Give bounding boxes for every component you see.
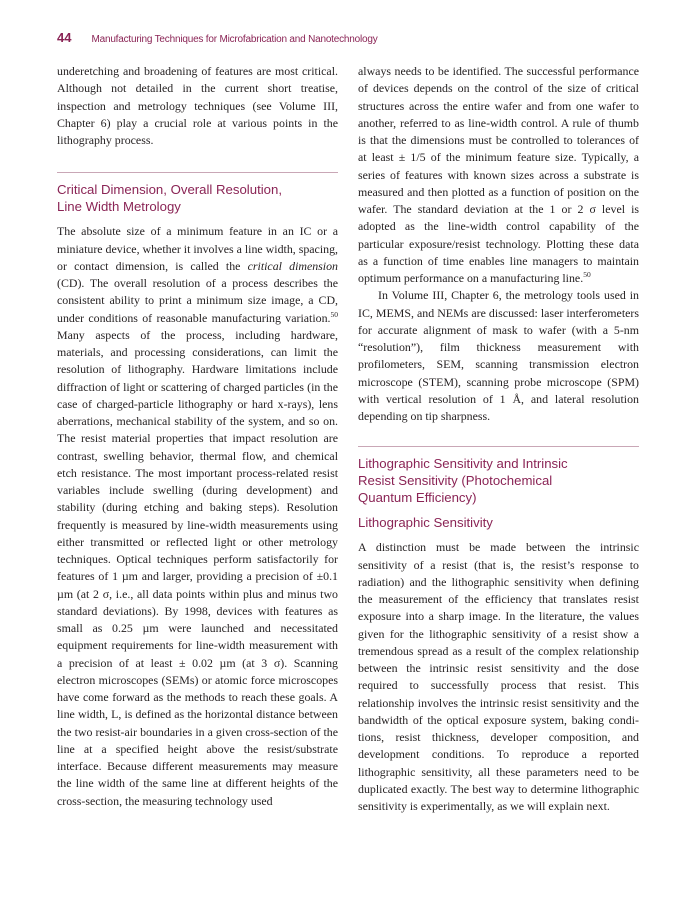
- term-critical-dimension: critical dimension: [247, 258, 338, 273]
- paragraph-critical-dimension: [57, 223, 338, 810]
- running-head: [57, 29, 657, 49]
- heading-line: Line Width Metrology: [57, 199, 181, 215]
- heading-line: Lithographic Sensitivity and Intrinsic: [358, 456, 568, 472]
- paragraph-line-width-control: [358, 63, 639, 287]
- section-divider: [358, 446, 639, 447]
- heading-line: Resist Sensitivity (Photochemical: [358, 473, 553, 489]
- text-run: The absolute size of a minimum feature in an IC or a miniature device, whether it involves a line width, spacing, or contact dimension, is called the: [57, 224, 339, 273]
- page-number: 44: [57, 30, 72, 45]
- text-run: (CD). The overall resolution of a process describes the consistent ability to print a minimum size image, a CD, under conditions of reasonable manufacturing variation.: [57, 276, 338, 325]
- right-column: [358, 63, 639, 815]
- heading-critical-dimension: [57, 181, 338, 215]
- heading-line: Critical Dimension, Overall Resolution,: [57, 182, 282, 198]
- heading-line: Quantum Efficiency): [358, 490, 477, 506]
- reference-marker: 50: [330, 309, 338, 319]
- section-divider: [57, 172, 338, 173]
- text-run: Many aspects of the process, including hardware, materials, and processing considerations, can limit the resolution of lithography. Hardware limitations include diffraction of light or scattering of charged particles (in the case of charged-particle lithography or hard x-rays), lens aberrations, mechanical stability of the system, and so on. The resist material properties that impact resolution are contrast, swelling behavior, thermal flow, and chemical etch resistance. The most important process-related resist variables include swelling (during development) and stability (during etching and baking steps). Resolution frequently is measured by line-width measurements using either transmitted or reflected light or other metrology techniques. Optical techniques perform satisfactorily for features of 1 µm and larger, providing a precision of ±0.1 µm (at 2 σ, i.e., all data points within plus and minus two standard deviations). By 1998, devices with features as small as 0.25 µm were launched and necessitated equipment requirements for line-width measurement with a precision of at least ± 0.02 µm (at 3 σ). Scanning electron microscopes (SEMs) or atomic force microscopes have come forward as the methods to reach these goals. A line width, L, is defined as the horizontal distance between the two resist-air boundaries in a given cross-section of the line at a specified height above the resist/substrate interface. Because different measurements may measure the line width of the same line at different heights of the cross-section, the measuring technology used: [57, 327, 338, 808]
- paragraph-metrology-tools: In Volume III, Chapter 6, the metrology tools used in IC, MEMS, and NEMs are discussed: laser interferometers for accurate alignment of mask to wafer (with a 5-nm “resolution”), film thickness measurement with profilometers, SEM, scanning transmission electron microscope (STEM), scanning probe microscope (SPM) with vertical resolution of 1 Å, and lateral resolution depending on tip sharpness.: [358, 288, 639, 423]
- left-column: [57, 63, 338, 810]
- subheading-lithographic-sensitivity: Lithographic Sensitivity: [358, 515, 493, 531]
- reference-marker: 50: [583, 270, 591, 280]
- paragraph-intrinsic-sensitivity: A distinction must be made between the intrinsic sensitivity of a resist (that is, the resist’s response to radiation) and the lithographic sensitivity when defining the measurement of the efficiency that translates resist exposure into a sharp image. In the literature, the values given for the lithographic sensitivity of a resist show a tremendous spread as a result of the complex relationship between the intrinsic resist sensitivity and the dose required to successfully process that resist. This relationship involves the intrinsic resist sensitivity and the bandwidth of the optical exposure system, baking conditions, resist thickness, developer composition, and development conditions. To reproduce a reported lithographic sensitivity, all these parameters need to be duplicated exactly. The best way to determine lithographic sensitivity is experimentally, as we will explain next.: [358, 540, 639, 813]
- paragraph-underetching: underetching and broadening of features are most critical. Although not detailed in the current short treatise, inspection and metrology techniques (see Volume III, Chapter 6) play a crucial role at various points in the lithography process.: [57, 64, 338, 147]
- text-run: always needs to be identified. The successful performance of devices depends on the control of the size of critical structures across the entire wafer and from one wafer to another, referred to as line-width control. A rule of thumb is that the dimensions must be controlled to tolerances of at least ± 1/5 of the minimum feature size. Typically, a series of features with known sizes across a substrate is measured and then plotted as a function of position on the wafer. The standard deviation at the 1 or 2 σ level is adopted as the line-width control capability of the particular exposure/resist technology. Plotting these data as a function of time enables line managers to maintain optimum performance on a manufacturing line.: [358, 64, 639, 285]
- book-title: Manufacturing Techniques for Microfabrication and Nanotechnology: [91, 34, 378, 45]
- heading-lithographic-sensitivity: [358, 455, 639, 506]
